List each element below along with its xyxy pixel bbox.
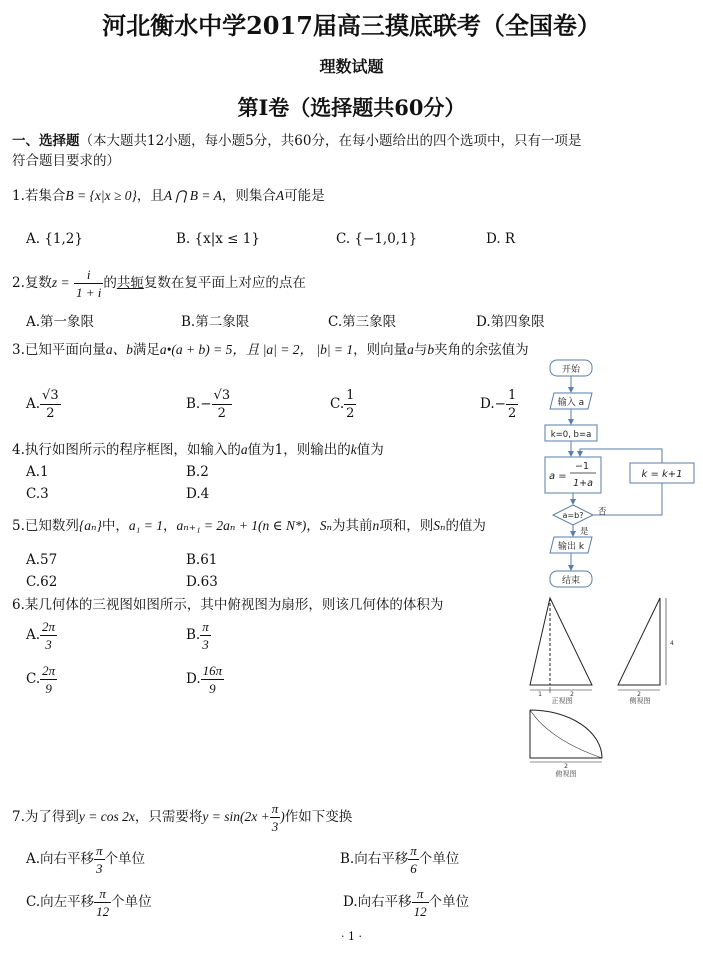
q3-option-d[interactable] (480, 387, 518, 422)
side-view-shape (618, 598, 660, 685)
top-view-shape (530, 710, 602, 758)
q3-mid: 与 (413, 342, 428, 358)
q3-d-den: 2 (507, 406, 517, 421)
q7-a-num: π (96, 843, 103, 858)
q7-source-fraction (270, 800, 281, 835)
q7-text-b: ，只需要将 (134, 809, 203, 825)
q3-condition-2: ，且 |a| = 2， |b| = 1 (232, 342, 354, 357)
flow-init-text: k=0, b=a (550, 430, 592, 440)
question-7 (12, 800, 352, 835)
q3-a-label: A. (26, 396, 41, 412)
front-view-shape (530, 598, 592, 685)
q1-var: A (275, 188, 285, 203)
q3-c-fraction (344, 387, 356, 422)
q5-seq: {aₙ} (78, 518, 102, 533)
q5-text-g: 的值为 (445, 518, 486, 534)
q3-b-fraction (212, 387, 233, 422)
q4-text-b: 值为1，则输出的 (247, 442, 351, 458)
q3-vectors: a、b (105, 342, 133, 357)
q3-option-c[interactable] (330, 387, 356, 422)
flow-assign-den: 1+a (573, 478, 593, 489)
dim-label-top: 2 (564, 763, 568, 770)
q4-vk: k (350, 442, 357, 457)
flow-assign-lhs: a = (549, 471, 567, 482)
q3-tail: 夹角的余弦值为 (434, 342, 529, 358)
flow-no-label: 否 (598, 507, 607, 517)
q3-c-num: 1 (346, 388, 355, 403)
question-6: 6.某几何体的三视图如图所示，其中俯视图为扇形，则该几何体的体积为 (12, 597, 444, 613)
q5-text-c: ， (162, 518, 177, 534)
q3-d-fraction (506, 387, 518, 422)
q7-src-num: π (271, 801, 279, 816)
flowchart (540, 355, 700, 595)
q7-b-fraction (408, 842, 419, 877)
q6-c-num: 2π (42, 663, 56, 678)
q6-option-b[interactable] (186, 618, 211, 653)
three-view-diagram (520, 590, 700, 780)
q7-source-b: ) (280, 809, 285, 824)
dim-label-1: 1 (538, 691, 542, 698)
q4-option-b[interactable]: B.2 (186, 464, 209, 480)
q6-d-fraction (201, 662, 225, 697)
q1-text: 1.若集合 (12, 188, 66, 204)
q3-d-label: D. (480, 396, 495, 412)
question-3 (12, 340, 529, 360)
q6-a-fraction (40, 618, 57, 653)
q2-text-b: 的 (103, 275, 117, 291)
q6-option-a[interactable] (26, 618, 57, 653)
q6-a-num: 2π (42, 619, 56, 634)
q5-option-d[interactable]: D.63 (186, 574, 218, 590)
q7-option-b[interactable] (340, 842, 459, 877)
q3-cond-label: 满足 (132, 342, 160, 358)
q7-c-num: π (94, 885, 111, 903)
flow-output-text: 输出 k (557, 542, 585, 552)
q5-text: 5.已知数列 (12, 518, 79, 534)
q3-b-den: 2 (217, 406, 226, 421)
q6-d-label: D. (186, 671, 201, 687)
document-title: 河北衡水中学2017届高三摸底联考（全国卷） (102, 11, 601, 40)
q2-text-c: 复数在复平面上对应的点在 (143, 275, 306, 291)
q1-option-d[interactable]: D. R (486, 231, 516, 247)
q5-text-b: 中， (101, 518, 129, 534)
q6-c-fraction (40, 662, 57, 697)
q2-fraction (74, 266, 103, 301)
q6-a-label: A. (26, 627, 41, 643)
q3-a-fraction (40, 387, 61, 422)
question-5 (12, 516, 486, 536)
front-view-label: 正视图 (551, 697, 573, 705)
flow-end-text: 结束 (561, 576, 581, 586)
flow-input-text: 输入 a (557, 398, 585, 408)
q4-option-a[interactable]: A.1 (26, 464, 49, 480)
q7-text: 7.为了得到 (12, 809, 79, 825)
q7-b-label: B.向右平移 (340, 851, 409, 867)
flow-inc-text: k = k+1 (641, 469, 683, 480)
q3-vb: b (427, 342, 435, 357)
flow-start-text: 开始 (561, 365, 581, 375)
q7-source-a: y = sin(2x + (202, 809, 270, 824)
q7-b-den: 6 (410, 861, 417, 876)
q6-b-fraction (200, 618, 211, 653)
q7-d-label: D.向右平移 (343, 894, 412, 910)
q3-c-label: C. (330, 396, 345, 412)
q6-c-label: C. (26, 671, 41, 687)
q7-option-c[interactable] (26, 885, 152, 920)
subject-title: 理数试题 (319, 57, 384, 76)
q7-a-den: 3 (96, 861, 103, 876)
q5-n: n (372, 518, 380, 533)
q2-numerator: i (74, 266, 103, 284)
q1-text-d: 可能是 (284, 188, 325, 204)
q2-option-a[interactable]: A.第一象限 (26, 314, 95, 330)
page-number: · 1 · (341, 930, 362, 943)
q5-sn: Sₙ (319, 518, 332, 533)
q4-va: a (240, 442, 248, 457)
q7-src-den: 3 (271, 819, 279, 834)
q5-cond-1: a₁ = 1 (128, 518, 163, 533)
q6-option-d[interactable] (186, 662, 224, 697)
q2-underlined: 共轭 (116, 275, 144, 291)
q3-text-end: ，则向量 (353, 342, 408, 358)
q7-text-c: 作如下变换 (284, 809, 353, 825)
q7-target: y = cos 2x (78, 809, 135, 824)
q3-option-b[interactable] (186, 387, 232, 422)
q6-a-den: 3 (45, 637, 52, 652)
q4-option-d[interactable]: D.4 (186, 486, 210, 502)
q6-c-den: 9 (45, 681, 52, 696)
q1-set-b: B = {x|x ≥ 0} (65, 188, 137, 203)
q7-d-unit: 个单位 (428, 894, 470, 910)
question-4 (12, 440, 384, 460)
q7-d-fraction (412, 885, 429, 920)
q3-b-sign: − (200, 396, 212, 412)
q4-text-c: 值为 (356, 442, 384, 458)
q2-option-b[interactable]: B.第二象限 (181, 314, 250, 330)
flow-assign-num: −1 (574, 461, 590, 472)
q7-d-den: 12 (413, 904, 427, 919)
dim-label-side: 2 (637, 691, 641, 698)
q7-c-fraction (94, 885, 111, 920)
q2-text: 2.复数 (12, 275, 52, 291)
q7-a-unit: 个单位 (104, 851, 146, 867)
question-2 (12, 266, 306, 301)
q6-d-num: 16π (202, 663, 223, 678)
q5-option-b[interactable]: B.61 (186, 552, 218, 568)
section-heading-text: （本大题共12小题，每小题5分，共60分，在每小题给出的四个选项中，只有一项是 (79, 133, 582, 149)
q3-b-num: √3 (213, 388, 231, 403)
q3-va: a (407, 342, 414, 357)
section-heading-line2: 符合题目要求的） (12, 153, 120, 169)
q1-text-c: ，则集合 (221, 188, 276, 204)
q7-d-num: π (412, 885, 429, 903)
q3-d-num: 1 (507, 388, 517, 403)
q2-lhs: z = (51, 275, 70, 290)
q5-text-f: 项和，则 (379, 518, 434, 534)
q3-text: 3.已知平面向量 (12, 342, 106, 358)
q6-d-den: 9 (209, 681, 216, 696)
side-view-label: 侧视图 (629, 697, 651, 705)
q7-b-unit: 个单位 (418, 851, 460, 867)
volume-title: 第Ⅰ卷（选择题共60分） (237, 95, 466, 120)
q5-sn2: Sₙ (433, 518, 446, 533)
q1-option-c[interactable]: C. {−1,0,1} (336, 231, 418, 247)
q3-a-num: √3 (42, 388, 59, 403)
q3-a-den: 2 (46, 406, 55, 421)
question-1 (12, 186, 325, 206)
q6-b-num: π (202, 619, 209, 634)
q6-b-label: B. (186, 627, 201, 643)
q2-denominator: 1 + i (75, 285, 102, 300)
q1-text-b: ，且 (136, 188, 164, 204)
q1-option-b[interactable]: B. {x|x ≤ 1} (176, 231, 260, 247)
q3-d-sign: − (494, 396, 506, 412)
q6-option-c[interactable] (26, 662, 57, 697)
dim-label-4: 4 (670, 640, 674, 647)
q7-a-label: A.向右平移 (26, 851, 95, 867)
section-heading-label: 一、选择题 (12, 133, 80, 149)
q7-c-den: 12 (96, 904, 110, 919)
q7-c-unit: 个单位 (111, 894, 152, 910)
q3-c-den: 2 (346, 406, 355, 421)
q1-option-a[interactable]: A. {1,2} (26, 231, 83, 247)
q3-b-label: B. (186, 396, 201, 412)
q7-option-a[interactable] (26, 842, 145, 877)
q5-option-a[interactable]: A.57 (26, 552, 58, 568)
q3-condition-1: a•(a + b) = 5 (159, 342, 233, 357)
q1-condition: A ⋂ B = A (163, 188, 222, 203)
q5-text-d: ， (306, 518, 320, 534)
q5-option-c[interactable]: C.62 (26, 574, 58, 590)
top-view-label: 俯视图 (555, 770, 577, 778)
q2-option-d[interactable]: D.第四象限 (476, 314, 545, 330)
section-heading (12, 131, 581, 151)
q7-b-num: π (410, 843, 417, 858)
q7-a-fraction (94, 842, 105, 877)
q5-text-e: 为其前 (331, 518, 373, 534)
q7-option-d[interactable] (343, 885, 469, 920)
q4-option-c[interactable]: C.3 (26, 486, 49, 502)
dim-label-2: 2 (570, 691, 574, 698)
q5-cond-2: aₙ₊₁ = 2aₙ + 1(n ∈ N*) (176, 518, 307, 533)
q6-b-den: 3 (202, 637, 209, 652)
flow-cond-text: a=b? (562, 511, 584, 520)
flow-yes-label: 是 (580, 527, 589, 537)
q2-option-c[interactable]: C.第三象限 (328, 314, 397, 330)
q7-c-label: C.向左平移 (26, 894, 95, 910)
q4-text: 4.执行如图所示的程序框图，如输入的 (12, 442, 241, 458)
q3-option-a[interactable] (26, 387, 61, 422)
